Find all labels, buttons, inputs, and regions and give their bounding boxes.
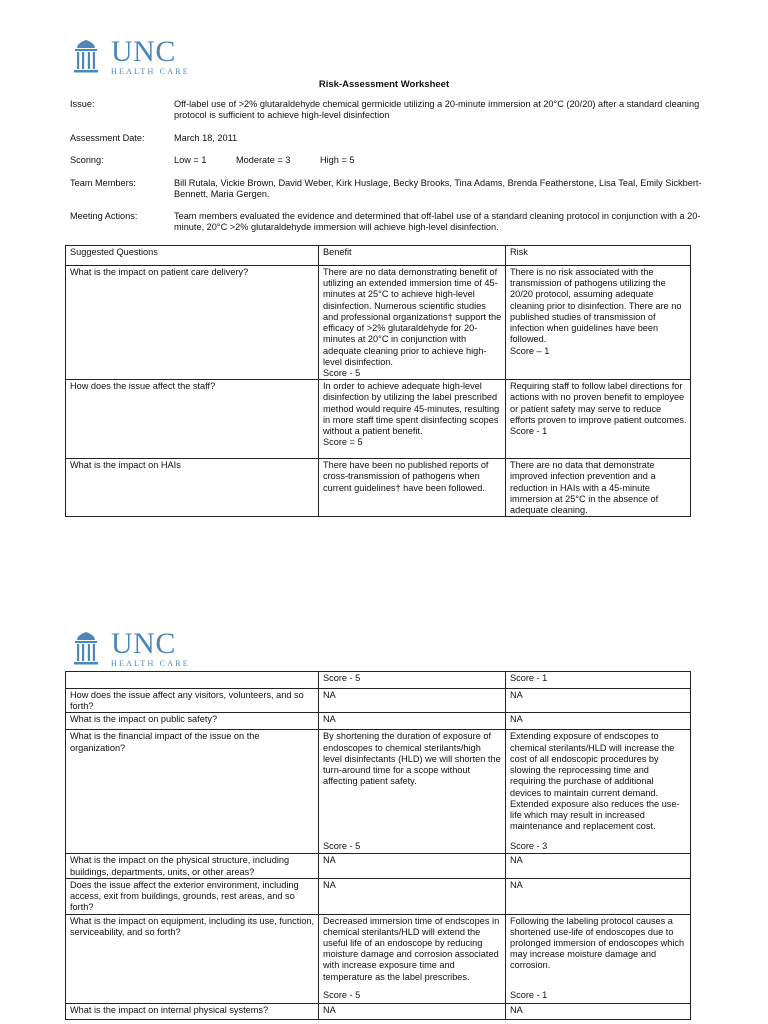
column-building-icon xyxy=(70,631,102,667)
logo-brand: UNC xyxy=(111,627,176,660)
table-row xyxy=(66,854,691,878)
date-value: March 18, 2011 xyxy=(174,133,238,143)
risk-cell xyxy=(506,266,691,380)
risk-text: Extending exposure of endscopes to chemical sterilants/HLD will increase the cost of all endoscopic procedures by slowing the reprocessing time and requiring the purchase of additional devices to maintain current demand. Extended exposure also reduces the use-life which may result in increased maintenance and replacement cost. xyxy=(510,731,680,832)
question-cell: What is the impact on internal physical systems? xyxy=(66,1003,319,1019)
issue-value: Off-label use of >2% glutaraldehyde chemical germicide utilizing a 20-minute immersion at 20°C (20/20) after a standard cleaning protocol is sufficient to achieve high-level disinfection xyxy=(174,99,700,121)
date-row xyxy=(70,133,710,144)
header-benefit: Benefit xyxy=(319,246,506,266)
header-risk: Risk xyxy=(506,246,691,266)
benefit-cell: NA xyxy=(319,854,506,878)
risk-score: Score - 3 xyxy=(510,841,548,852)
header-questions: Suggested Questions xyxy=(66,246,319,266)
risk-table-part2 xyxy=(65,671,691,1020)
benefit-text: There are no data demonstrating benefit of utilizing an extended immersion time of 45-minutes at 25°C to achieve high-level disinfection. Numerous scientific studies and professional organizations† support the efficacy of >2% glutaraldehyde for 20-minutes at 20°C in conjunction with adequate cleaning prior to achieve high-level disinfection. xyxy=(323,267,502,367)
benefit-cell: NA xyxy=(319,878,506,914)
issue-label: Issue: xyxy=(70,99,95,109)
table-row xyxy=(66,266,691,380)
unc-logo xyxy=(70,35,190,77)
risk-score: Score - 1 xyxy=(510,426,548,437)
score-row-empty xyxy=(66,672,319,689)
question-cell: How does the issue affect any visitors, volunteers, and so forth? xyxy=(66,689,319,713)
risk-cell xyxy=(506,914,691,1003)
risk-text: Following the labeling protocol causes a shortened use-life of endoscopes due to prolonged immersion of endoscopes which may increase moisture damage and corrosion. xyxy=(510,915,685,971)
date-label: Assessment Date: xyxy=(70,133,145,143)
benefit-cell: NA xyxy=(319,689,506,713)
scoring-moderate: Moderate = 3 xyxy=(236,155,291,165)
benefit-score: Score - 5 xyxy=(323,990,361,1001)
risk-score: Score - 1 xyxy=(506,672,691,689)
risk-score: Score - 1 xyxy=(510,990,548,1001)
risk-cell xyxy=(506,730,691,854)
risk-cell xyxy=(506,380,691,459)
team-value: Bill Rutala, Vickie Brown, David Weber, Kirk Huslage, Becky Brooks, Tina Adams, Brenda Featherstone, Lisa Teal, Emily Sickbert-Bennett, Maria Gergen. xyxy=(174,178,702,200)
benefit-score: Score - 5 xyxy=(319,672,506,689)
risk-text: There is no risk associated with the transmission of pathogens utilizing the 20/20 protocol, assuming adequate cleaning prior to disinfection. There are no published studies of transmission of infection when guidelines have been followed. xyxy=(510,267,682,345)
benefit-score: Score - 5 xyxy=(323,367,361,378)
unc-logo xyxy=(70,627,190,669)
risk-cell: NA xyxy=(506,878,691,914)
risk-cell: NA xyxy=(506,854,691,878)
scoring-values xyxy=(174,155,710,166)
benefit-text: In order to achieve adequate high-level disinfection by utilizing the label prescribed method would require 45-minutes, resulting in more staff time spent disinfecting scopes without a patient benefit. xyxy=(323,381,500,437)
team-row xyxy=(70,178,710,200)
table-header-row xyxy=(66,246,691,266)
question-cell: What is the financial impact of the issue on the organization? xyxy=(66,730,319,854)
risk-cell: There are no data that demonstrate improved infection prevention and a reduction in HAIs with a 45-minute immersion at 25°C in the absence of adequate cleaning. xyxy=(506,459,691,517)
table-row xyxy=(66,914,691,1003)
table-row xyxy=(66,689,691,713)
actions-row xyxy=(70,211,710,233)
benefit-cell xyxy=(319,730,506,854)
table-row xyxy=(66,713,691,730)
risk-table-part1 xyxy=(65,245,691,517)
question-cell: What is the impact on HAIs xyxy=(66,459,319,517)
actions-value: Team members evaluated the evidence and determined that off-label use of a standard cleaning protocol in conjunction with a 20-minute, 20°C >2% glutaraldehyde immersion will achieve high-level disinfection. xyxy=(174,211,701,233)
table-row xyxy=(66,878,691,914)
question-cell: Does the issue affect the exterior environment, including access, exit from buildings, grounds, rest areas, and so forth? xyxy=(66,878,319,914)
benefit-cell xyxy=(319,380,506,459)
risk-score: Score – 1 xyxy=(510,345,550,356)
risk-cell: NA xyxy=(506,713,691,730)
table-row xyxy=(66,730,691,854)
benefit-text: Decreased immersion time of endscopes in chemical sterilants/HLD will extend the useful life of an endoscope by reducing moisture damage and corrosion associated with increase exposure time and temperature as the label prescribes. xyxy=(323,915,500,982)
benefit-text: By shortening the duration of exposure of endoscopes to chemical sterilants/high level disinfectants (HLD) we will shorten the turn-around time for a scope without affecting patient safety. xyxy=(323,731,501,787)
table-row xyxy=(66,459,691,517)
scoring-row xyxy=(70,155,710,166)
scoring-low: Low = 1 xyxy=(174,155,207,165)
question-cell: What is the impact on patient care delivery? xyxy=(66,266,319,380)
issue-row xyxy=(70,99,710,121)
score-row xyxy=(66,672,691,689)
table-row xyxy=(66,1003,691,1019)
actions-label: Meeting Actions: xyxy=(70,211,138,221)
scoring-label: Scoring: xyxy=(70,155,104,165)
benefit-score: Score = 5 xyxy=(323,437,363,448)
column-building-icon xyxy=(70,39,102,75)
benefit-cell xyxy=(319,914,506,1003)
logo-subtitle: HEALTH CARE xyxy=(111,67,190,76)
team-label: Team Members: xyxy=(70,178,136,188)
benefit-cell: There have been no published reports of cross-transmission of pathogens when current guidelines† have been followed. xyxy=(319,459,506,517)
scoring-high: High = 5 xyxy=(320,155,355,165)
benefit-score: Score - 5 xyxy=(323,841,361,852)
question-cell: What is the impact on public safety? xyxy=(66,713,319,730)
question-cell: How does the issue affect the staff? xyxy=(66,380,319,459)
question-cell: What is the impact on the physical structure, including buildings, departments, units, or other areas? xyxy=(66,854,319,878)
page-title: Risk-Assessment Worksheet xyxy=(318,79,450,90)
benefit-cell: NA xyxy=(319,713,506,730)
risk-cell: NA xyxy=(506,1003,691,1019)
logo-subtitle: HEALTH CARE xyxy=(111,659,190,668)
risk-text: Requiring staff to follow label directions for actions with no proven benefit to employee or patient safety may serve to reduce efforts proven to improve patient outcomes. xyxy=(510,381,687,425)
benefit-cell: NA xyxy=(319,1003,506,1019)
logo-brand: UNC xyxy=(111,35,176,68)
risk-cell: NA xyxy=(506,689,691,713)
table-row xyxy=(66,380,691,459)
benefit-cell xyxy=(319,266,506,380)
question-cell: What is the impact on equipment, including its use, function, serviceability, and so forth? xyxy=(66,914,319,1003)
